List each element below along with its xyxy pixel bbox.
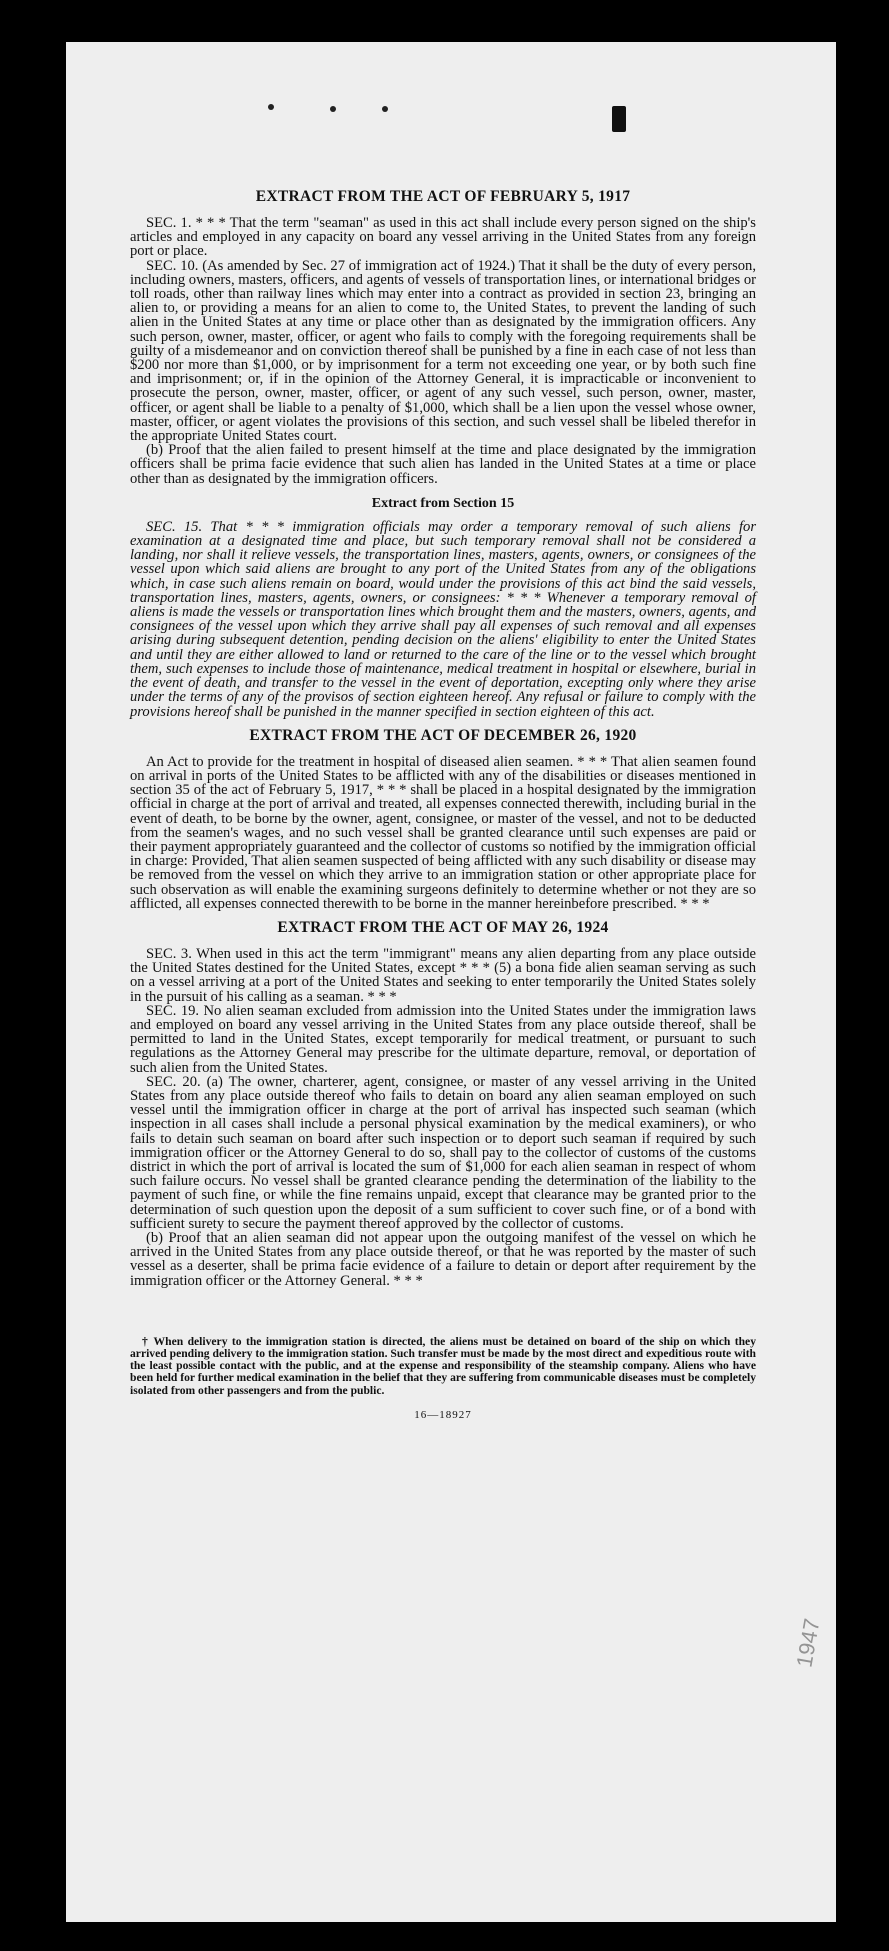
heading-section-15: Extract from Section 15 bbox=[371, 495, 515, 511]
hole-punch-mark bbox=[330, 106, 336, 112]
section-3-text: SEC. 3. When used in this act the term "immigrant" means any alien departing from any place outside the United States destined for the United States, except * * * (5) a bona fide alien seaman serving as such on a vessel arriving at a port of the United States and seeking to enter temporarily the United States solely in the pursuit of his calling as a seaman. * * * bbox=[130, 945, 756, 1005]
document-page bbox=[66, 42, 836, 1922]
section-20b-text: (b) Proof that an alien seaman did not appear upon the outgoing manifest of the vessel on which he arrived in the United States from any place outside thereof, or that he was reported by the master of such vessel as a deserter, shall be prima facie evidence of a failure to detain or deport after requirement by the immigration officer or the Attorney General. * * * bbox=[130, 1230, 756, 1289]
section-15-text: SEC. 15. That * * * immigration officials may order a temporary removal of such aliens for examination at a designated time and place, but such temporary removal shall not be considered a landing, nor shall it relieve vessels, the transportation lines, masters, agents, owners, or consignees of the vessel upon which said aliens are brought to any port of the United States from any of the obligations which, in case such aliens remain on board, would under the provisions of this act bind the said vessels, transportation lines, masters, agents, owners, or consignees: * * * Whenever a temporary removal of aliens is made the vessels or transportation lines which brought them and the masters, owners, agents, and consignees of the vessel upon which they arrive shall pay all expenses of such removal and all expenses arising during subsequent detention, pending decision on the aliens' eligibility to enter the United States and until they are either allowed to land or returned to the care of the line or to the vessel which brought them, such expenses to include those of maintenance, medical treatment in hospital or elsewhere, burial in the event of death, and transfer to the vessel in the event of deportation, excepting only where they arise under the terms of any of the provisos of section eighteen hereof. Any refusal or failure to comply with the provisions hereof shall be punished in the manner specified in section eighteen of this act. bbox=[130, 518, 756, 720]
hole-punch-mark bbox=[382, 106, 388, 112]
footnote bbox=[130, 1336, 756, 1397]
footnote-text: † When delivery to the immigration station is directed, the aliens must be detained on board of the ship on which they arrived pending delivery to the immigration station. Such transfer must be made by the most direct and expeditious route with the least possible contact with the public, and at the expense and responsibility of the steamship company. Aliens who have been held for further medical examination in the belief that they are suffering from communicable diseases must be completely isolated from other passengers and from the public. bbox=[130, 1334, 756, 1397]
section-10-text: SEC. 10. (As amended by Sec. 27 of immigration act of 1924.) That it shall be the duty of every person, including owners, masters, officers, and agents of vessels of transportation lines, or international bridges or toll roads, other than railway lines which may enter into a contract as provided in section 23, bringing an alien to, or providing a means for an alien to come to, the United States, to prevent the landing of such alien in the United States at any time or place other than as designated by the immigration officers. Any such person, owner, master, officer, or agent who fails to comply with the foregoing requirements shall be guilty of a misdemeanor and on conviction thereof shall be punished by a fine in each case of not less than $200 nor more than $1,000, or by imprisonment for a term not exceeding one year, or by both such fine and imprisonment; or, if in the opinion of the Attorney General, it is impracticable or inconvenient to prosecute the person, owner, master, officer, or agent of any such vessel, such person, owner, master, officer, or agent shall be liable to a penalty of $1,000, which shall be a lien upon the vessel whose owner, master, officer, or agent violates the provisions of this section, and such vessel shall be libeled therefor in the appropriate United States court. bbox=[130, 257, 756, 445]
heading-act-1924: EXTRACT FROM THE ACT OF MAY 26, 1924 bbox=[277, 918, 609, 936]
heading-act-1917: EXTRACT FROM THE ACT OF FEBRUARY 5, 1917 bbox=[255, 188, 631, 205]
heading-act-1920: EXTRACT FROM THE ACT OF DECEMBER 26, 1920 bbox=[249, 726, 637, 744]
staple-mark bbox=[612, 106, 626, 132]
section-20a-text: SEC. 20. (a) The owner, charterer, agent, consignee, or master of any vessel arriving in the United States from any place outside thereof who fails to detain on board any alien seaman employed on such vessel until the immigration officer in charge at the port of arrival has inspected such seaman (which inspection in all cases shall include a personal physical examination by the medical examiners), or who fails to detain such seaman on board after such inspection or to deport such seaman if required by such immigration officer or the Attorney General to do so, shall pay to the collector of customs of the customs district in which the port of arrival is located the sum of $1,000 for each alien seaman in respect of whom such failure occurs. No vessel shall be granted clearance pending the determination of the liability to the payment of such fine, or while the fine remains unpaid, except that clearance may be granted prior to the determination of such question upon the deposit of a sum sufficient to cover such fine, or of a bond with sufficient surety to secure the payment thereof approved by the collector of customs. bbox=[130, 1073, 756, 1232]
form-number: 16—18927 bbox=[414, 1408, 472, 1421]
act-1920-text: An Act to provide for the treatment in hospital of diseased alien seamen. * * * That alien seamen found on arrival in ports of the United States to be afflicted with any of the disabilities or diseases mentioned in section 35 of the act of February 5, 1917, * * * shall be placed in a hospital designated by the immigration official in charge at the port of arrival and treated, all expenses connected therewith, including burial in the event of death, to be borne by the owner, agent, consignee, or master of the vessel, and not to be deducted from the seamen's wages, and no such vessel shall be granted clearance until such expenses are paid or their payment appropriately guaranteed and the collector of customs so notified by the immigration official in charge: Provided, That alien seamen suspected of being afflicted with any such disability or disease may be removed from the vessel on which they arrive to an immigration station or other appropriate place for such observation as will enable the examining surgeons definitely to determine whether or not they are so afflicted, all expenses connected therewith to be borne in the manner hereinbefore prescribed. * * * bbox=[130, 753, 756, 912]
hole-punch-mark bbox=[268, 104, 274, 110]
document-body bbox=[130, 188, 756, 1421]
section-10b-text: (b) Proof that the alien failed to present himself at the time and place designated by the immigration officers shall be prima facie evidence that such alien has landed in the United States at a time or place other than as designated by the immigration officers. bbox=[130, 442, 756, 487]
margin-stamp: 1947 bbox=[791, 1616, 825, 1670]
section-1-text: SEC. 1. * * * That the term "seaman" as used in this act shall include every person signed on the ship's articles and employed in any capacity on board any vessel arriving in the United States from any foreign port or place. bbox=[130, 215, 756, 260]
section-19-text: SEC. 19. No alien seaman excluded from admission into the United States under the immigration laws and employed on board any vessel arriving in the United States from any place outside thereof, shall be permitted to land in the United States, except temporarily for medical treatment, or pursuant to such regulations as the Attorney General may prescribe for the ultimate departure, removal, or deportation of such alien from the United States. bbox=[130, 1002, 756, 1076]
scan-marks bbox=[66, 42, 836, 132]
